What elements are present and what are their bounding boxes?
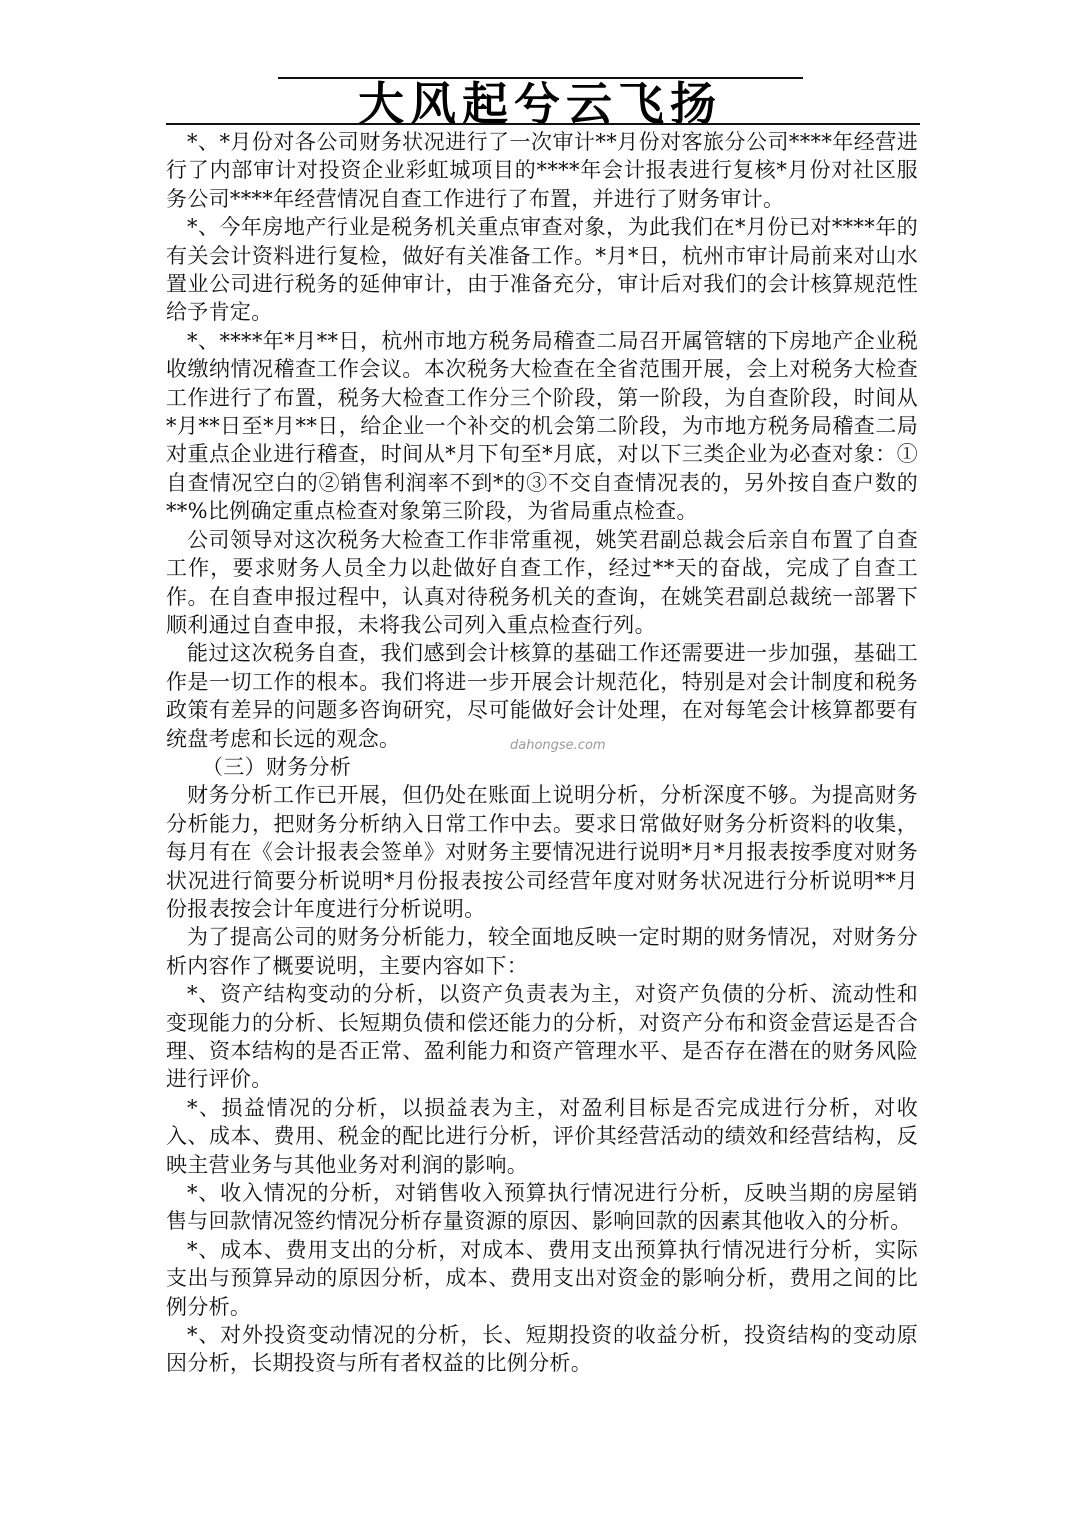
banner-bottom-rule xyxy=(166,123,920,125)
paragraph-audit-schedule: *、*月份对各公司财务状况进行了一次审计**月份对客旅分公司****年经营进行了内部审计对投资企业彩虹城项目的****年会计报表进行复核*月份对社区服务公司****年经营情况自查工作进行了布置，并进行了财务审计。 xyxy=(166,130,918,211)
paragraph-tax-review: *、今年房地产行业是税务机关重点审查对象，为此我们在*月份已对****年的有关会计资料进行复检，做好有关准备工作。*月*日，杭州市审计局前来对山水置业公司进行税务的延伸审计，由于准备充分，审计后对我们的会计核算规范性给予肯定。 xyxy=(166,215,918,325)
list-item-asset-structure: *、资产结构变动的分析，以资产负责表为主，对资产负债的分析、流动性和变现能力的分析、长短期负债和偿还能力的分析，对资产分布和资金营运是否合理、资本结构的是否正常、盈利能力和资产管理水平、是否存在潜在的财务风险进行评价。 xyxy=(166,982,918,1092)
paragraph-analysis-intro: 为了提高公司的财务分析能力，较全面地反映一定时期的财务情况，对财务分析内容作了概要说明，主要内容如下： xyxy=(166,925,918,978)
paragraph-tax-inspection: *、****年*月**日，杭州市地方税务局稽查二局召开属管辖的下房地产企业税收缴纳情况稽查工作会议。本次税务大检查在全省范围开展，会上对税务大检查工作进行了布置，税务大检查工作分三个阶段，第一阶段，为自查阶段，时间从*月**日至*月**日，给企业一个补交的机会第二阶段，为市地方税务局稽查二局对重点企业进行稽查，时间从*月下旬至*月底，对以下三类企业为必查对象：①自查情况空白的②销售利润率不到*的③不交自查情况表的，另外按自查户数的**%比例确定重点检查对象第三阶段，为省局重点检查。 xyxy=(166,328,918,524)
paragraph-analysis-status: 财务分析工作已开展，但仍处在账面上说明分析，分析深度不够。为提高财务分析能力，把财务分析纳入日常工作中去。要求日常做好财务分析资料的收集，每月有在《会计报表会签单》对财务主要情况进行说明*月*月报表按季度对财务状况进行简要分析说明*月份报表按公司经营年度对财务状况进行分析说明**月份报表按会计年度进行分析说明。 xyxy=(166,783,918,921)
paragraph-self-inspection: 公司领导对这次税务大检查工作非常重视，姚笑君副总裁会后亲自布置了自查工作，要求财务人员全力以赴做好自查工作，经过**天的奋战，完成了自查工作。在自查申报过程中，认真对待税务机关的查询，在姚笑君副总裁统一部署下顺利通过自查申报，未将我公司列入重点检查行列。 xyxy=(166,527,918,637)
list-item-investment: *、对外投资变动情况的分析，长、短期投资的收益分析，投资结构的变动原因分析，长期投资与所有者权益的比例分析。 xyxy=(166,1323,918,1376)
banner-title: 大风起兮云飞扬 xyxy=(358,77,722,131)
list-item-cost-expense: *、成本、费用支出的分析，对成本、费用支出预算执行情况进行分析，实际支出与预算异动的原因分析，成本、费用支出对资金的影响分析，费用之间的比例分析。 xyxy=(166,1237,918,1319)
paragraph-accounting-basis: 能过这次税务自查，我们感到会计核算的基础工作还需要进一步加强，基础工作是一切工作的根本。我们将进一步开展会计规范化，特别是对会计制度和税务政策有差异的问题多咨询研究，尽可能做好会计处理，在对每笔会计核算都要有统盘考虑和长远的观念。 xyxy=(166,641,918,751)
list-item-revenue: *、收入情况的分析，对销售收入预算执行情况进行分析，反映当期的房屋销售与回款情况签约情况分析存量资源的原因、影响回款的因素其他收入的分析。 xyxy=(166,1181,918,1234)
watermark-text: dahongse.com xyxy=(510,738,606,753)
list-item-profit-loss: *、损益情况的分析，以损益表为主，对盈利目标是否完成进行分析，对收入、成本、费用、税金的配比进行分析，评价其经营活动的绩效和经营结构，反映主营业务与其他业务对利润的影响。 xyxy=(166,1095,918,1177)
section-heading-financial-analysis: （三）财务分析 xyxy=(202,754,352,779)
